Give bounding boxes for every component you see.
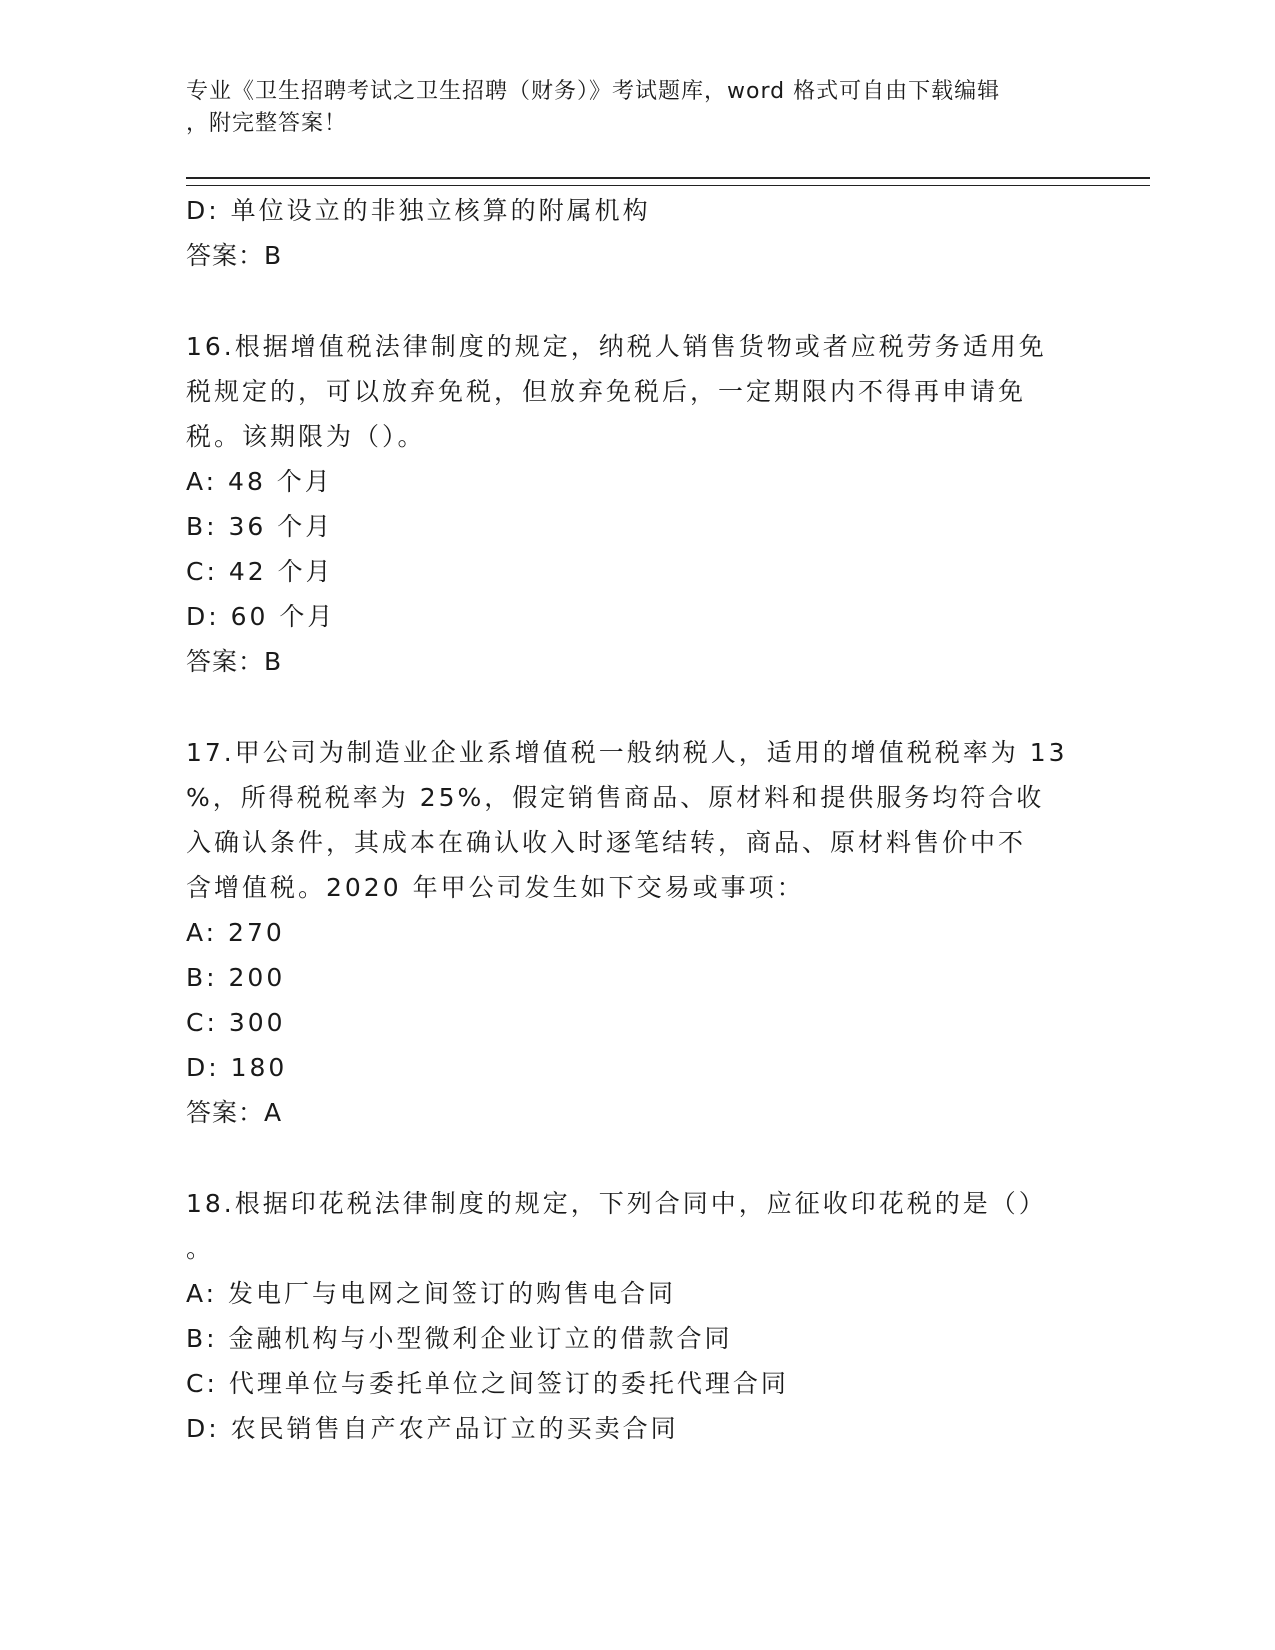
option-c: C: 42 个月 [186, 557, 334, 586]
option-a: A: 48 个月 [186, 467, 333, 496]
option-d: D: 农民销售自产农产品订立的买卖合同 [186, 1414, 679, 1443]
stem-line: 16.根据增值税法律制度的规定，纳税人销售货物或者应税劳务适用免 [186, 332, 1047, 361]
question-stem [186, 1181, 1086, 1271]
option-a: A: 发电厂与电网之间签订的购售电合同 [186, 1279, 677, 1308]
option-d: D: 180 [186, 1053, 288, 1082]
option-d: D: 60 个月 [186, 602, 336, 631]
question-16 [186, 324, 1086, 684]
option-d: D: 单位设立的非独立核算的附属机构 [186, 196, 651, 225]
question-18 [186, 1181, 1086, 1451]
question-stem [186, 730, 1086, 910]
stem-line: 18.根据印花税法律制度的规定，下列合同中，应征收印花税的是（） [186, 1189, 1047, 1218]
answer-label: 答案：B [186, 241, 283, 270]
question-15-continuation [186, 188, 1086, 278]
question-17 [186, 730, 1086, 1135]
option-c: C: 代理单位与委托单位之间签订的委托代理合同 [186, 1369, 789, 1398]
stem-line: 税规定的，可以放弃免税，但放弃免税后，一定期限内不得再申请免 [186, 377, 1027, 406]
page-header [186, 76, 1066, 140]
option-a: A: 270 [186, 918, 285, 947]
question-stem [186, 324, 1086, 459]
option-c: C: 300 [186, 1008, 286, 1037]
stem-line: 含增值税。2020 年甲公司发生如下交易或事项： [186, 873, 805, 902]
stem-line: 入确认条件，其成本在确认收入时逐笔结转，商品、原材料售价中不 [186, 828, 1027, 857]
answer-label: 答案：B [186, 647, 283, 676]
stem-line: %，所得税税率为 25%，假定销售商品、原材料和提供服务均符合收 [186, 783, 1045, 812]
option-b: B: 36 个月 [186, 512, 334, 541]
header-line-1: 专业《卫生招聘考试之卫生招聘（财务）》考试题库，word 格式可自由下载编辑 [186, 79, 1001, 104]
option-b: B: 金融机构与小型微利企业订立的借款合同 [186, 1324, 733, 1353]
stem-line: 。 [186, 1234, 215, 1263]
header-line-2: ，附完整答案！ [186, 111, 348, 136]
option-b: B: 200 [186, 963, 286, 992]
answer-label: 答案：A [186, 1098, 283, 1127]
header-divider [186, 177, 1150, 186]
stem-line: 税。该期限为（）。 [186, 422, 426, 451]
stem-line: 17.甲公司为制造业企业系增值税一般纳税人，适用的增值税税率为 13 [186, 738, 1068, 767]
document-body [186, 188, 1086, 1451]
